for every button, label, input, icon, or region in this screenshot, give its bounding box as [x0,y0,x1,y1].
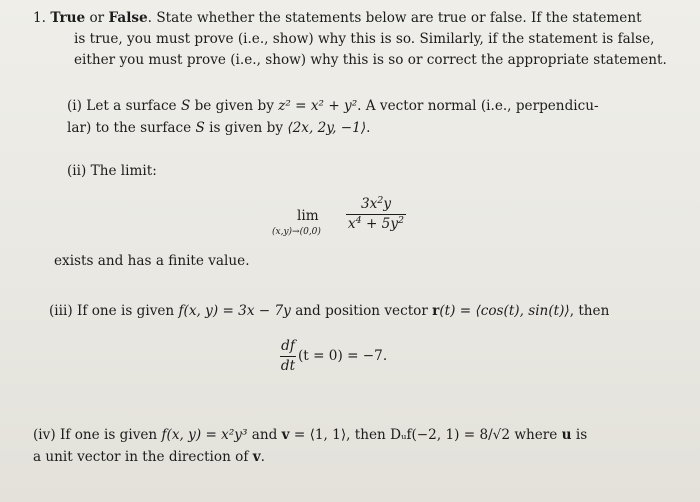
limit-subscript: (x,y)→(0,0) [272,227,321,237]
limit-fraction [346,196,406,233]
part-ii-conclusion: exists and has a finite value. [54,253,250,269]
problem-line-1: 1. True or False. State whether the statements below are true or false. If the statement [33,10,642,26]
derivative-fraction: df dt [280,338,296,374]
problem-line-3: either you must prove (i.e., show) why this is so or correct the appropriate statement. [74,52,667,68]
part-iv-line-2: a unit vector in the direction of v. [33,449,265,465]
part-iv-line-1: (iv) If one is given f(x, y) = x²y³ and v = ⟨1, 1⟩, then Dᵤf(−2, 1) = 8/√2 where u is [33,427,588,443]
limit-operator: lim [297,208,319,224]
limit-denominator: $x^4 + 5y^2$ [347,215,405,232]
derivative-value: (t = 0) = −7. [298,348,388,364]
part-i-line-1: (i) Let a surface S be given by z² = x² + y². A vector normal (i.e., perpendicu- [67,98,599,114]
part-i-line-2: lar) to the surface S is given by ⟨2x, 2y, −1⟩. [67,120,371,136]
problem-line-2: is true, you must prove (i.e., show) why this is so. Similarly, if the statement is false, [74,31,655,47]
limit-numerator: $3x^2y$ [360,195,392,212]
part-iii-line-1: (iii) If one is given f(x, y) = 3x − 7y and position vector r(t) = ⟨cos(t), sin(t)⟩, then [49,303,610,319]
derivative-bar [280,356,296,357]
part-ii-label: (ii) The limit: [67,163,157,179]
